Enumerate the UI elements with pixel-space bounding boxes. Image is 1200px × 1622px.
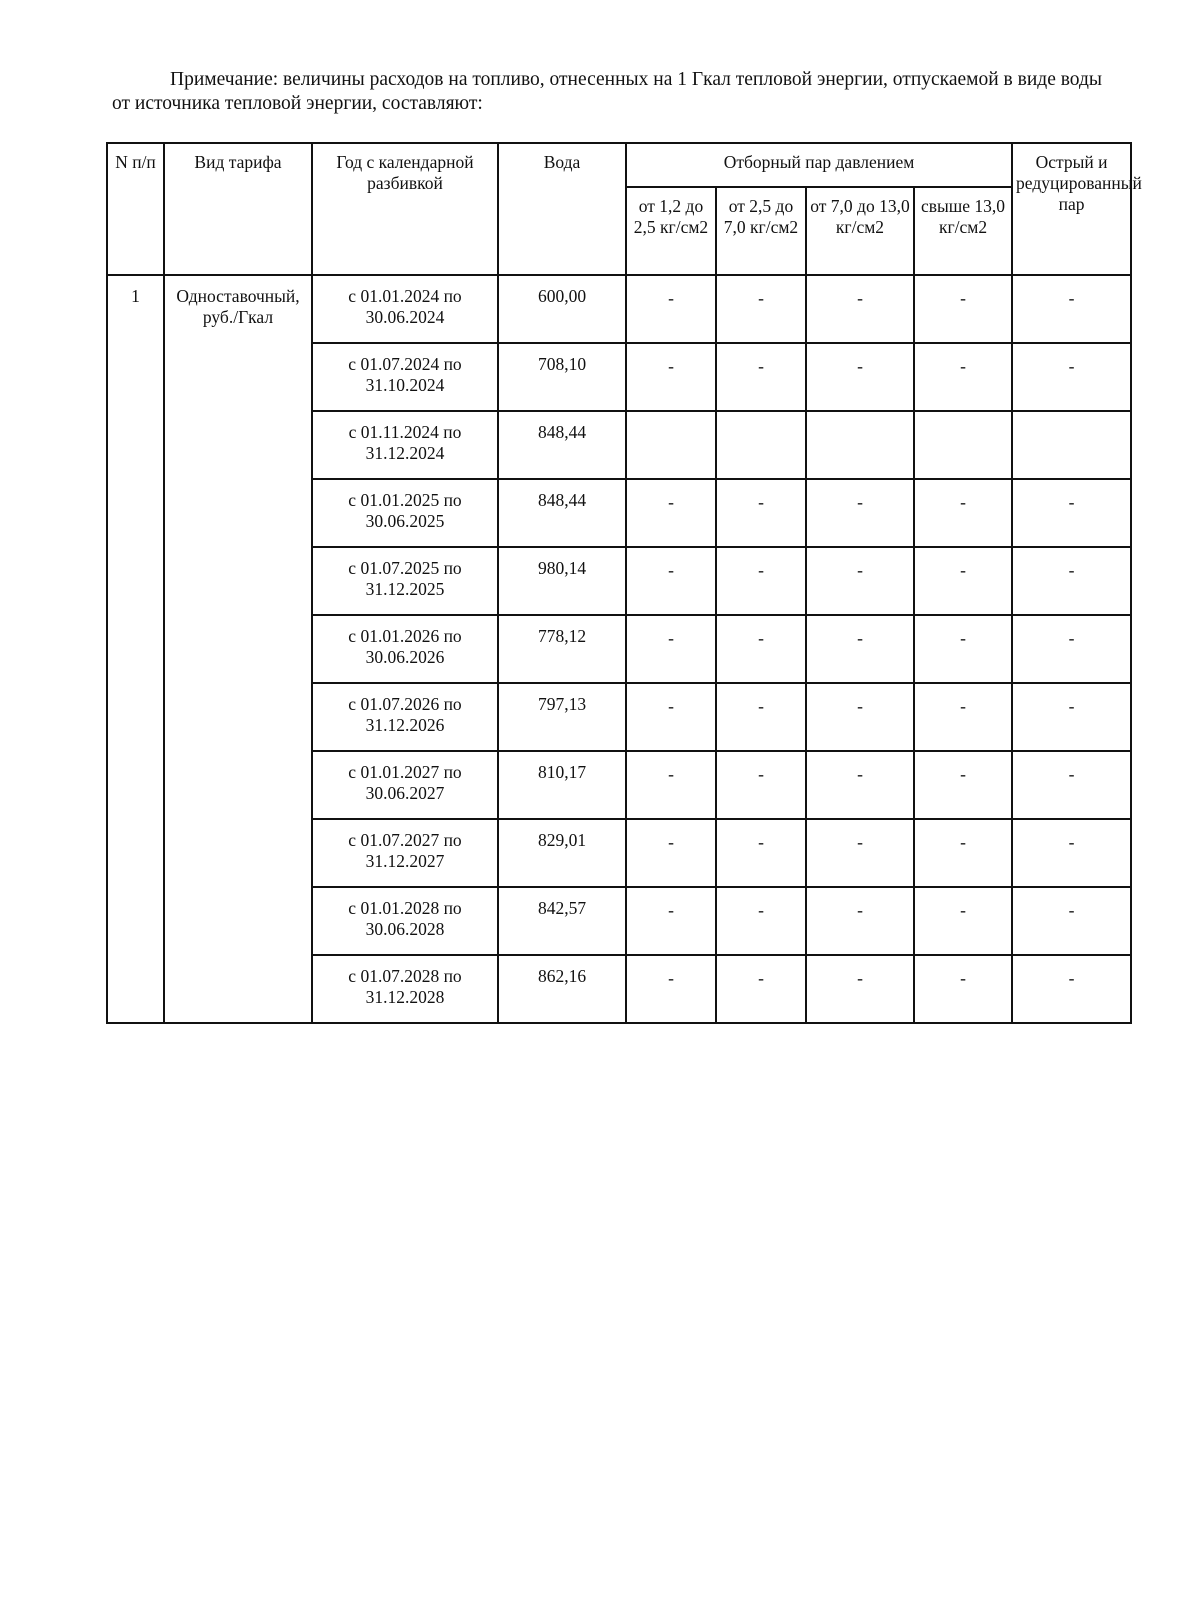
water-value: 862,16 — [498, 955, 626, 1023]
sharp-steam-value: - — [1012, 343, 1131, 411]
tariff-name: Одноставочный, руб./Гкал — [164, 275, 312, 1023]
steam-1-value: - — [626, 819, 716, 887]
steam-3-value: - — [806, 547, 914, 615]
steam-1-value: - — [626, 479, 716, 547]
steam-4-value: - — [914, 819, 1012, 887]
period-cell: с 01.07.2028 по 31.12.2028 — [312, 955, 498, 1023]
steam-2-value: - — [716, 955, 806, 1023]
period-cell: с 01.07.2024 по 31.10.2024 — [312, 343, 498, 411]
water-value: 848,44 — [498, 411, 626, 479]
water-value: 829,01 — [498, 819, 626, 887]
sharp-steam-value: - — [1012, 751, 1131, 819]
sharp-steam-value: - — [1012, 547, 1131, 615]
water-value: 848,44 — [498, 479, 626, 547]
steam-3-value: - — [806, 887, 914, 955]
water-value: 980,14 — [498, 547, 626, 615]
sharp-steam-value: - — [1012, 955, 1131, 1023]
steam-1-value: - — [626, 615, 716, 683]
steam-3-value: - — [806, 615, 914, 683]
header-steam-group: Отборный пар давлением — [626, 143, 1012, 187]
header-sharp-steam: Острый и редуцированный пар — [1012, 143, 1131, 275]
period-cell: с 01.07.2026 по 31.12.2026 — [312, 683, 498, 751]
sharp-steam-value: - — [1012, 683, 1131, 751]
steam-2-value: - — [716, 615, 806, 683]
steam-3-value: - — [806, 275, 914, 343]
header-steam-1: от 1,2 до 2,5 кг/см2 — [626, 187, 716, 275]
row-number: 1 — [107, 275, 164, 1023]
header-num: N п/п — [107, 143, 164, 275]
steam-4-value: - — [914, 887, 1012, 955]
steam-3-value: - — [806, 683, 914, 751]
steam-1-value: - — [626, 343, 716, 411]
header-tariff-type: Вид тарифа — [164, 143, 312, 275]
water-value: 708,10 — [498, 343, 626, 411]
period-cell: с 01.01.2028 по 30.06.2028 — [312, 887, 498, 955]
table-body — [107, 275, 1131, 1023]
steam-2-value: - — [716, 751, 806, 819]
period-cell: с 01.11.2024 по 31.12.2024 — [312, 411, 498, 479]
steam-3-value: - — [806, 819, 914, 887]
steam-1-value: - — [626, 547, 716, 615]
steam-4-value — [914, 411, 1012, 479]
steam-2-value: - — [716, 343, 806, 411]
steam-3-value: - — [806, 479, 914, 547]
steam-2-value: - — [716, 887, 806, 955]
steam-4-value: - — [914, 751, 1012, 819]
steam-1-value: - — [626, 887, 716, 955]
header-steam-4: свыше 13,0 кг/см2 — [914, 187, 1012, 275]
fuel-cost-table — [106, 142, 1142, 1024]
sharp-steam-value: - — [1012, 887, 1131, 955]
header-steam-2: от 2,5 до 7,0 кг/см2 — [716, 187, 806, 275]
steam-2-value: - — [716, 819, 806, 887]
sharp-steam-value: - — [1012, 479, 1131, 547]
steam-3-value: - — [806, 343, 914, 411]
water-value: 778,12 — [498, 615, 626, 683]
steam-4-value: - — [914, 615, 1012, 683]
sharp-steam-value: - — [1012, 615, 1131, 683]
steam-1-value: - — [626, 955, 716, 1023]
steam-4-value: - — [914, 547, 1012, 615]
period-cell: с 01.01.2027 по 30.06.2027 — [312, 751, 498, 819]
steam-3-value: - — [806, 955, 914, 1023]
steam-4-value: - — [914, 683, 1012, 751]
period-cell: с 01.07.2025 по 31.12.2025 — [312, 547, 498, 615]
steam-4-value: - — [914, 955, 1012, 1023]
steam-2-value — [716, 411, 806, 479]
steam-2-value: - — [716, 275, 806, 343]
header-period: Год с календарной разбивкой — [312, 143, 498, 275]
steam-3-value: - — [806, 751, 914, 819]
period-cell: с 01.01.2025 по 30.06.2025 — [312, 479, 498, 547]
period-cell: с 01.01.2024 по 30.06.2024 — [312, 275, 498, 343]
note-paragraph: Примечание: величины расходов на топливо, отнесенных на 1 Гкал тепловой энергии, отпускаемой в виде воды от источника тепловой энергии, составляют: — [112, 69, 1103, 114]
steam-1-value — [626, 411, 716, 479]
steam-2-value: - — [716, 683, 806, 751]
steam-4-value: - — [914, 343, 1012, 411]
header-steam-3: от 7,0 до 13,0 кг/см2 — [806, 187, 914, 275]
steam-1-value: - — [626, 683, 716, 751]
steam-4-value: - — [914, 479, 1012, 547]
steam-2-value: - — [716, 479, 806, 547]
steam-4-value: - — [914, 275, 1012, 343]
water-value: 797,13 — [498, 683, 626, 751]
steam-3-value — [806, 411, 914, 479]
steam-2-value: - — [716, 547, 806, 615]
steam-1-value: - — [626, 751, 716, 819]
steam-1-value: - — [626, 275, 716, 343]
sharp-steam-value — [1012, 411, 1131, 479]
period-cell: с 01.07.2027 по 31.12.2027 — [312, 819, 498, 887]
header-water: Вода — [498, 143, 626, 275]
sharp-steam-value: - — [1012, 275, 1131, 343]
period-cell: с 01.01.2026 по 30.06.2026 — [312, 615, 498, 683]
water-value: 842,57 — [498, 887, 626, 955]
table-row — [107, 275, 1131, 343]
water-value: 810,17 — [498, 751, 626, 819]
water-value: 600,00 — [498, 275, 626, 343]
sharp-steam-value: - — [1012, 819, 1131, 887]
